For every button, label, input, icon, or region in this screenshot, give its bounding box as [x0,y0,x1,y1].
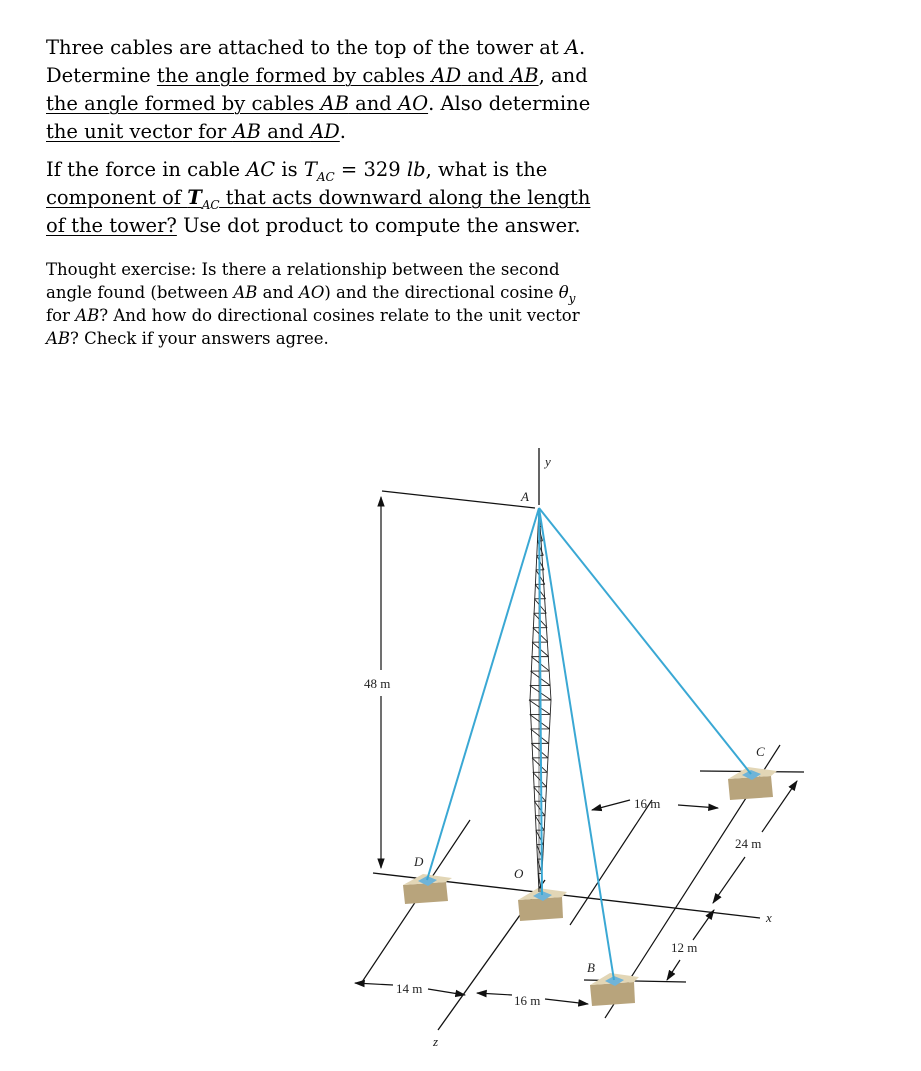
label-z: z [433,1034,439,1049]
dim-16m-top-left [592,800,630,810]
math-unit: lb [406,158,426,181]
base-C [728,767,777,800]
text: ) and the directional cosine [324,283,559,302]
label-D: D [414,854,424,869]
dim-16m-top-right [678,805,718,808]
dim-16m-bottom-left [477,993,512,995]
tower-brace [535,816,544,830]
dim-24m: 24 m [735,836,762,851]
text: , and [538,64,588,87]
math-AB: AB [75,306,100,325]
height-ref-line [382,491,535,508]
text: Thought exercise: Is there a relationship between the second angle found (between [46,260,560,302]
math-AB: AB [320,92,349,115]
text: the angle formed by cables [46,92,321,115]
text: If the force in cable [46,158,247,181]
math-T-subscript: AC [201,197,220,212]
dim-14m-right [428,989,465,995]
cable-AC [539,508,751,774]
text: and [257,283,299,302]
line-through-B [570,800,652,925]
dim-16m-bottom-right [545,999,588,1004]
text: component of [46,186,188,209]
text: for [46,306,76,325]
text: , what is the [425,158,548,181]
math-theta-subscript: y [568,291,576,306]
dim-16m-bottom: 16 m [514,993,541,1008]
text: . [339,120,346,143]
label-y: y [545,454,551,469]
math-T-bold: T [187,186,202,209]
text: the unit vector for [46,120,233,143]
math-AO: AO [298,283,325,302]
label-C: C [756,744,765,759]
text: is [275,158,304,181]
text: and [461,64,511,87]
dim-48m: 48 m [364,676,391,691]
math-AB: AB [233,283,258,302]
tower-brace [531,729,549,743]
cables [427,508,751,980]
math-AB: AB [46,329,71,348]
dim-12m-lower [667,960,680,980]
base-O-side [518,897,563,921]
tower-brace [531,743,548,757]
text: . Also determine [428,92,591,115]
text: Use dot product to compute the answer. [176,214,581,237]
dim-12m-upper [693,910,714,940]
math-AD: AD [431,64,462,87]
dim-16m-top: 16 m [634,796,661,811]
label-B: B [587,960,595,975]
axes [373,448,760,1030]
dimension-arrows [355,497,797,1004]
math-theta: θ [558,283,569,302]
math-T: T [303,158,317,181]
dim-14m: 14 m [396,981,423,996]
math-AO: AO [397,92,429,115]
text: = 329 [334,158,407,181]
text: and [261,120,311,143]
label-A: A [521,489,529,504]
label-O: O [514,866,524,881]
tower-brace [534,801,544,815]
base-D-side [403,882,448,904]
dim-12m: 12 m [671,940,698,955]
tower-brace [532,758,547,772]
text: the angle formed by cables [156,64,432,87]
text: and [348,92,398,115]
tower-brace [533,772,547,786]
text: . Determine [46,36,586,87]
math-AB: AB [232,120,261,143]
text: ? Check if your answers agree. [70,329,329,348]
math-T-subscript: AC [316,169,335,184]
math-A: A [564,36,580,59]
math-AD: AD [310,120,340,143]
math-AB: AB [510,64,539,87]
text: that acts downward along the length of the tower? [46,186,591,237]
math-AC: AC [246,158,276,181]
label-x: x [766,910,772,925]
dim-24m-lower [713,857,745,903]
tower-brace [534,787,546,801]
text: ? And how do directional cosines relate to the unit vector [99,306,580,325]
text: Three cables are attached to the top of the tower at [46,36,565,59]
cable-AD [427,508,539,880]
base-B-side [590,982,635,1006]
ground-lines [360,491,804,1018]
base-C-side [728,776,773,800]
tower-brace [530,714,550,728]
